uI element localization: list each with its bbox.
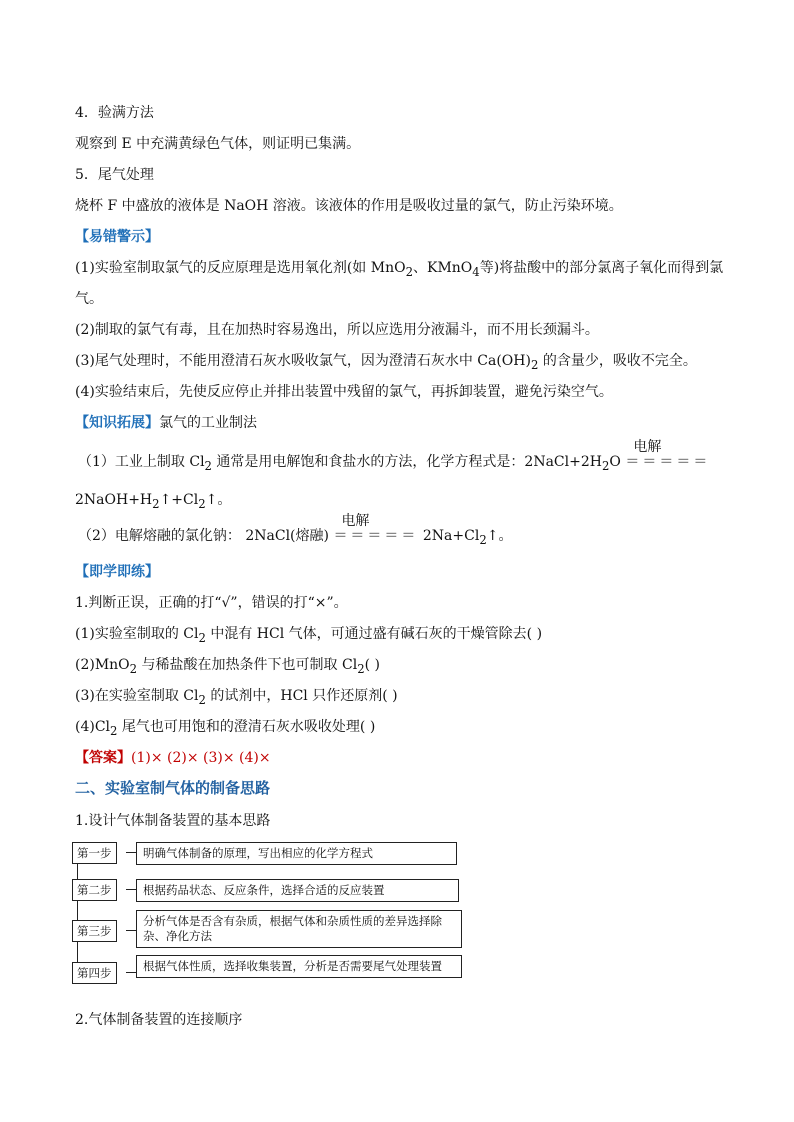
practice-q1 <box>75 624 542 648</box>
text: 氯气的工业制法 <box>159 415 257 431</box>
answer-tag: 【答案】 <box>75 750 131 766</box>
heading-full-check: 4．验满方法 <box>75 105 154 121</box>
heading-tail-gas: 5．尾气处理 <box>75 167 154 183</box>
practice-title: 【即学即练】 <box>75 564 159 580</box>
electrolysis-label: 电解 <box>633 439 662 455</box>
flow-desc-4: 根据气体性质，选择收集装置，分析是否需要尾气处理装置 <box>136 955 462 978</box>
practice-q3 <box>75 686 398 710</box>
flow-connector <box>126 972 136 973</box>
industrial-method-2 <box>78 513 513 550</box>
industrial-method-1 <box>78 439 711 476</box>
text: 2NaOH+H <box>75 492 153 508</box>
text: ↑+Cl <box>159 492 199 508</box>
text: (3)在实验室制取 Cl <box>75 688 199 704</box>
text: 等)将盐酸中的部分氯离子氧化而得到氯 <box>479 260 724 276</box>
sub: 2 <box>357 661 365 676</box>
flow-connector <box>126 889 136 890</box>
warning-item-2: (2)制取的氯气有毒，且在加热时容易逸出，所以应选用分液漏斗，而不用长颈漏斗。 <box>75 322 599 338</box>
text: O <box>609 454 621 470</box>
full-check-text: 观察到 E 中充满黄绿色气体，则证明已集满。 <box>75 136 361 152</box>
section-heading: 二、实验室制气体的制备思路 <box>75 779 271 797</box>
connection-order-title: 2.气体制备装置的连接顺序 <box>75 1012 243 1028</box>
practice-q4 <box>75 717 375 741</box>
design-idea-title: 1.设计气体制备装置的基本思路 <box>75 813 271 829</box>
text: (1)实验室制取的 Cl <box>75 626 199 642</box>
text: 与稀盐酸在加热条件下也可制取 Cl <box>137 657 358 673</box>
warning-item-1 <box>75 258 723 282</box>
knowledge-extension <box>75 413 257 433</box>
warning-item-3 <box>75 351 697 375</box>
text: 通常是用电解饱和食盐水的方法，化学方程式是：2NaCl+2H <box>211 454 602 470</box>
text: 的含量少，吸收不完全。 <box>538 353 697 369</box>
sub: 2 <box>601 458 610 473</box>
sub: 2 <box>405 264 413 279</box>
electrolysis-equals <box>333 513 419 546</box>
text: (1)实验室制取氯气的反应原理是选用氧化剂(如 MnO <box>75 260 406 276</box>
text: ↑。 <box>205 492 232 508</box>
sub: 2 <box>198 496 206 511</box>
extension-tag: 【知识拓展】 <box>75 415 159 431</box>
warning-item-4: (4)实验结束后，先使反应停止并排出装置中残留的氯气，再拆卸装置，避免污染空气。 <box>75 384 613 400</box>
text: ↑。 <box>486 528 513 544</box>
text: 、KMnO <box>413 260 473 276</box>
flow-desc-1: 明确气体制备的原理，写出相应的化学方程式 <box>136 842 457 865</box>
warning-item-1-cont: 气。 <box>75 291 103 307</box>
sub: 2 <box>479 532 487 547</box>
flow-step-4: 第四步 <box>72 962 117 984</box>
answer-line <box>75 748 271 768</box>
text: (3)尾气处理时，不能用澄清石灰水吸收氯气，因为澄清石灰水中 Ca(OH) <box>75 353 531 369</box>
text: （1）工业上制取 Cl <box>78 454 205 470</box>
flow-step-1: 第一步 <box>72 842 117 864</box>
text: ( ) <box>364 657 380 673</box>
tail-gas-text: 烧杯 F 中盛放的液体是 NaOH 溶液。该液体的作用是吸收过量的氯气，防止污染环境。 <box>75 198 623 214</box>
industrial-method-1-cont <box>75 490 231 514</box>
text: 尾气也可用饱和的澄清石灰水吸收处理( ) <box>117 719 376 735</box>
text: (4)Cl <box>75 719 111 735</box>
electrolysis-label: 电解 <box>341 513 370 529</box>
flow-connector <box>126 852 136 853</box>
sub: 2 <box>198 630 206 645</box>
equals-sign: ＝＝＝＝＝ <box>625 454 711 470</box>
warning-title: 【易错警示】 <box>75 229 159 245</box>
text: （2）电解熔融的氯化钠： 2NaCl(熔融) <box>78 528 329 544</box>
text: 2Na+Cl <box>422 528 480 544</box>
flow-connector <box>126 930 136 931</box>
sub: 2 <box>204 458 212 473</box>
practice-q2 <box>75 655 380 679</box>
practice-instruction: 1.判断正误，正确的打“√”，错误的打“×”。 <box>75 595 348 611</box>
text: 的试剂中，HCl 只作还原剂( ) <box>205 688 398 704</box>
electrolysis-equals <box>625 439 711 472</box>
sub: 2 <box>530 357 539 372</box>
sub: 2 <box>152 496 160 511</box>
sub: 4 <box>472 264 480 279</box>
sub: 2 <box>129 661 138 676</box>
text: (2)MnO <box>75 657 130 673</box>
answer-values: (1)× (2)× (3)× (4)× <box>131 750 271 766</box>
text: 中混有 HCl 气体，可通过盛有碱石灰的干燥管除去( ) <box>205 626 543 642</box>
sub: 2 <box>198 692 206 707</box>
equals-sign: ＝＝＝＝＝ <box>333 528 419 544</box>
flow-desc-3: 分析气体是否含有杂质，根据气体和杂质性质的差异选择除杂、净化方法 <box>136 910 462 948</box>
flow-desc-2: 根据药品状态、反应条件，选择合适的反应装置 <box>136 879 459 902</box>
flow-step-2: 第二步 <box>72 879 117 901</box>
design-flowchart <box>72 842 442 992</box>
flow-step-3: 第三步 <box>72 920 117 942</box>
sub: 2 <box>110 723 118 738</box>
